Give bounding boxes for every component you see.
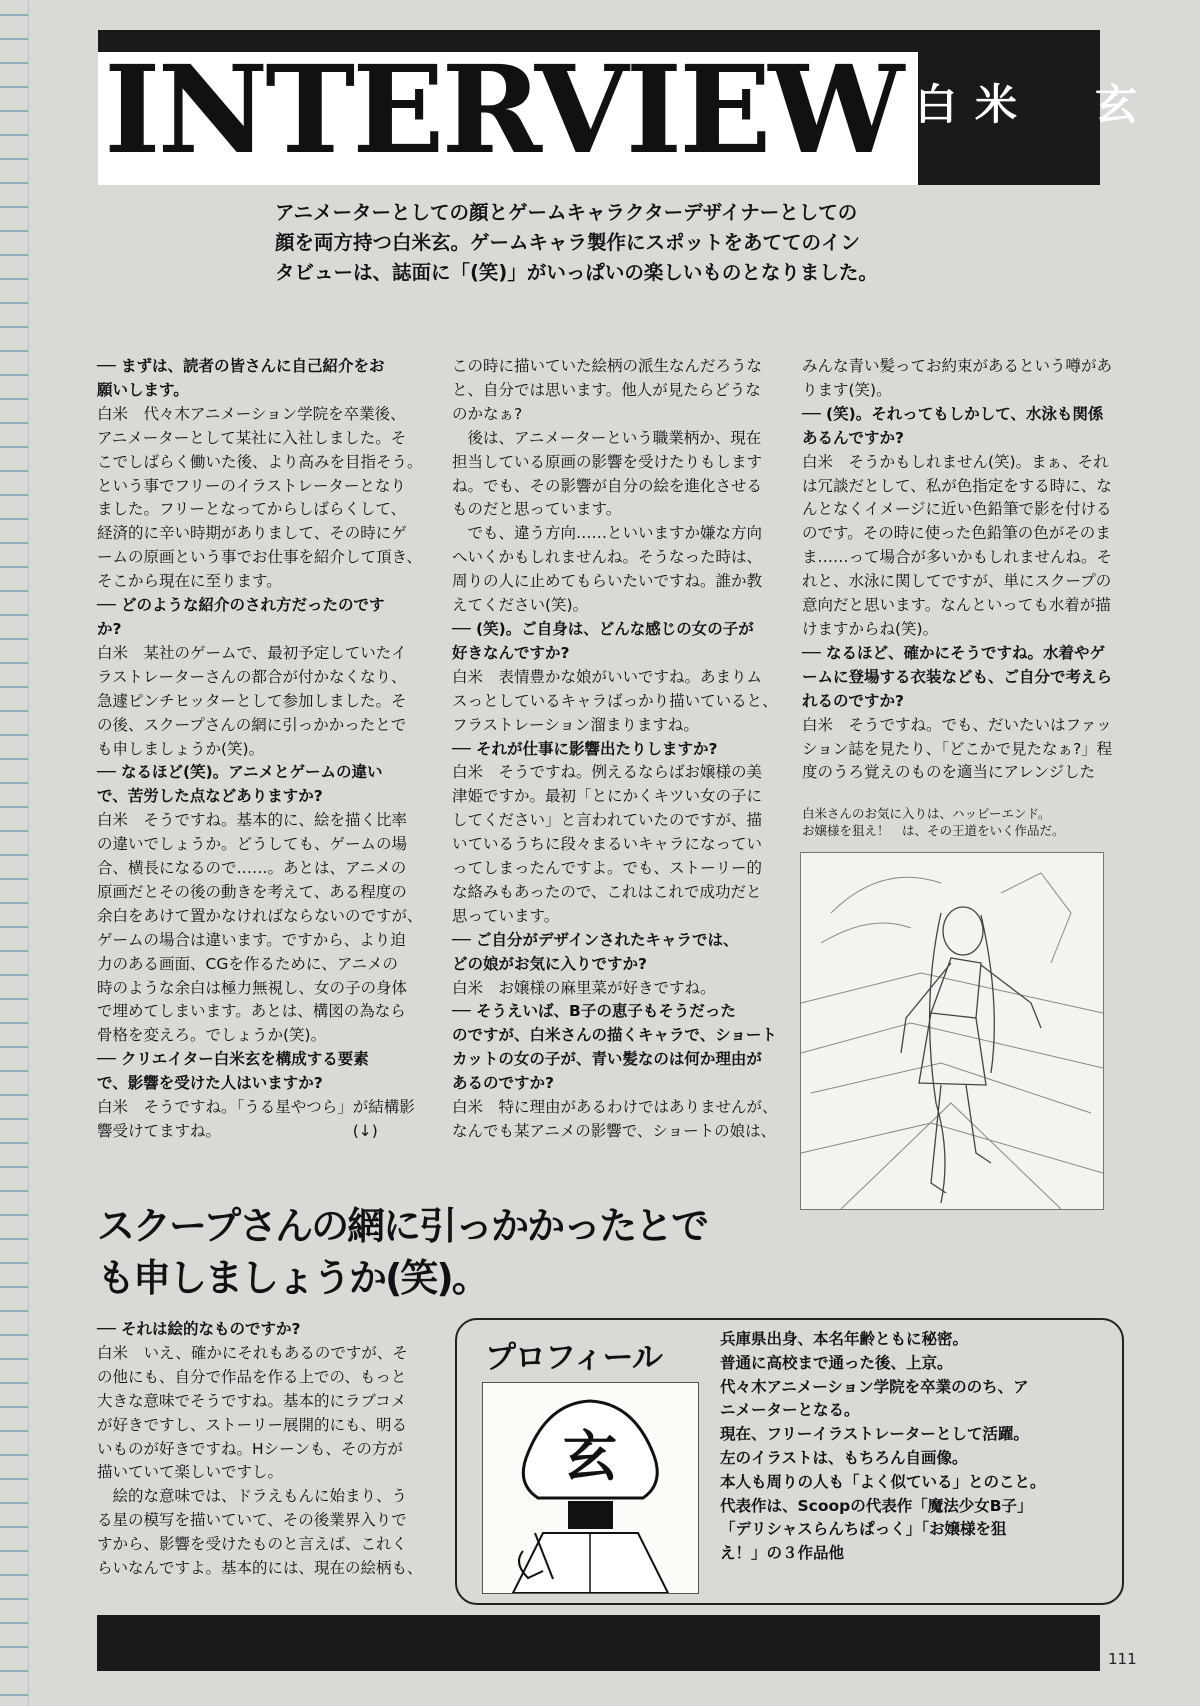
answer-line: 時のような余白は極力無視し、女の子の身体: [97, 978, 408, 997]
page-number: 111: [1108, 1650, 1137, 1668]
answer-line: 白米 そうかもしれません(笑)。まぁ、それ: [802, 452, 1109, 471]
interviewer-question-line: ── ご自分がデザインされたキャラでは、: [452, 930, 739, 949]
answer-line: 津姫ですか。最初「とにかくキツい女の子に: [452, 787, 763, 806]
profile-title: プロフィール: [485, 1340, 662, 1376]
answer-line: アニメーターとして某社に入社しました。そ: [97, 428, 407, 447]
interviewer-question-line: ── それは絵的なものですか?: [97, 1320, 301, 1338]
avatar-character: 玄: [563, 1425, 617, 1488]
self-portrait: [482, 1382, 699, 1594]
answer-line: ました。フリーとなってからしばらくして、: [97, 500, 407, 519]
answer-line: の後、スクープさんの網に引っかかったとで: [97, 715, 407, 734]
answer-line: る星の模写を描いていて、その後業界入りで: [97, 1511, 407, 1530]
answer-line: で埋めてしまいます。あとは、構図の為なら: [97, 1002, 406, 1021]
profile-box: [455, 1318, 1124, 1605]
answer-line: 後は、アニメーターという職業柄か、現在: [452, 428, 762, 447]
interviewer-question-line: ── (笑)。ご自身は、どんな感じの女の子が: [452, 619, 754, 638]
answer-line: 大きな意味でそうですね。基本的にラブコメ: [97, 1391, 407, 1410]
answer-line: 意向だと思います。なんといっても水着が描: [802, 596, 1111, 615]
pull-quote: [97, 1200, 797, 1304]
answer-line: ラストレーターさんの都合が付かなくなり、: [97, 667, 407, 686]
answer-line: 描いていて楽しいですし。: [97, 1463, 284, 1482]
profile-line: 本人も周りの人も「よく似ている」とのこと。: [720, 1472, 1046, 1491]
interviewer-question-line: ── それが仕事に影響出たりしますか?: [452, 739, 718, 758]
answer-line: 経済的に辛い時期がありまして、その時にゲ: [97, 524, 407, 543]
profile-line: 左のイラストは、もちろん自画像。: [720, 1448, 968, 1467]
interviewer-question-line: ── まずは、読者の皆さんに自己紹介をお: [97, 357, 385, 375]
article-column-2: [452, 355, 782, 1144]
lead-line: タビューは、誌面に「(笑)」がいっぱいの楽しいものとなりました。: [275, 261, 878, 284]
answer-line: 担当している原画の影響を受けたりもします: [452, 452, 763, 471]
answer-line: ね。でも、その影響が自分の絵を進化させる: [452, 476, 763, 495]
answer-line: えてください(笑)。: [452, 596, 589, 615]
answer-line: ション誌を見たり、「どこかで見たなぁ?」程: [802, 739, 1113, 758]
answer-line: そこから現在に至ります。: [97, 572, 282, 591]
profile-line: 「デリシャスらんちぱっく」「お嬢様を狙: [720, 1520, 1007, 1539]
answer-line: いているうちに段々まるいキャラになってい: [452, 835, 763, 854]
answer-line: が好きですし、ストーリー展開的にも、明る: [97, 1415, 408, 1434]
answer-line: 白米 特に理由があるわけではありませんが、: [452, 1098, 778, 1117]
answer-line: という事でフリーのイラストレーターとなり: [97, 476, 406, 495]
answer-line: 骨格を変えろ。でしょうか(笑)。: [97, 1026, 327, 1045]
interviewer-question-line: ── (笑)。それってもしかして、水泳も関係: [802, 404, 1104, 423]
answer-line: ームの原画という事でお仕事を紹介して頂き、: [97, 548, 422, 567]
answer-line: 響受けてますね。 (↓): [97, 1122, 378, 1140]
pull-quote-line: スクープさんの網に引っかかったとで: [97, 1204, 708, 1248]
interviewer-question-line: ── クリエイター白米玄を構成する要素: [97, 1050, 369, 1069]
lead-line: アニメーターとしての顔とゲームキャラクターデザイナーとしての: [275, 201, 858, 224]
answer-line: ま……って場合が多いかもしれませんね。そ: [802, 548, 1113, 567]
answer-line: 白米 そうですね。でも、だいたいはファッ: [802, 715, 1112, 734]
illustration-sketch: [801, 853, 1103, 1209]
answer-line: 度のうろ覚えのものを適当にアレンジした: [802, 763, 1096, 782]
answer-line: 白米 そうですね。例えるならばお嬢様の美: [452, 763, 763, 782]
illustration-caption: [802, 805, 1102, 839]
binding-edge: [0, 0, 29, 1706]
interviewer-question-line: のですが、白米さんの描くキャラで、ショート: [452, 1026, 777, 1045]
answer-line: けますからね(笑)。: [802, 619, 939, 638]
profile-line: え！」の３作品他: [720, 1544, 845, 1563]
answer-line: スっとしているキャラばっかり描いていると、: [452, 691, 778, 710]
answer-line: 原画だとその後の動きを考えて、ある程度の: [97, 882, 407, 901]
interviewer-question-line: あるのですか?: [452, 1074, 554, 1093]
interviewer-question-line: ── そうえいば、B子の恵子もそうだった: [452, 1002, 736, 1021]
answer-line: 白米 お嬢様の麻里菜が好きですね。: [452, 978, 716, 997]
answer-line: でも、違う方向……といいますか嫌な方向: [452, 524, 763, 543]
interviewer-question-line: 願いします。: [97, 380, 189, 399]
answer-line: 思っています。: [452, 906, 560, 925]
interviewer-question-line: ームに登場する衣装なども、ご自分で考えら: [802, 667, 1113, 686]
answer-line: 余白をあけて置かなければならないのですが、: [97, 906, 423, 925]
answer-line: ってしまったんですよ。でも、ストーリー的: [452, 859, 763, 878]
interviewer-question-line: か?: [97, 619, 122, 638]
answer-line: 白米 そうですね。基本的に、絵を描く比率: [97, 811, 408, 830]
interviewer-question-line: ── どのような紹介のされ方だったのです: [97, 596, 385, 615]
caption-line: 白米さんのお気に入りは、ハッピーエンド。: [802, 806, 1051, 821]
interviewer-question-line: 好きなんですか?: [452, 643, 570, 662]
pull-quote-line: も申しましょうか(笑)。: [97, 1256, 488, 1300]
answer-line: の違いでしょうか。どうしても、ゲームの場: [97, 835, 408, 854]
article-column-3: [802, 355, 1113, 785]
answer-line: んとなくイメージに近い色鉛筆で影を付ける: [802, 500, 1112, 519]
answer-line: な絡みもあったので、これはこれで成功だと: [452, 882, 762, 901]
answer-line: 周りの人に止めてもらいたいですね。誰か教: [452, 572, 763, 591]
interviewer-question-line: ── なるほど、確かにそうですね。水着やゲ: [802, 643, 1106, 662]
profile-line: 普通に高校まで通った後、上京。: [720, 1353, 953, 1372]
answer-line: の他にも、自分で作品を作る上での、もっと: [97, 1367, 407, 1386]
lead-paragraph: [275, 198, 935, 288]
answer-line: 絵的な意味では、ドラえもんに始まり、う: [97, 1487, 408, 1506]
answer-line: してください」と言われていたのですが、描: [452, 811, 763, 830]
caption-line: お嬢様を狙え！ は、その王道をいく作品だ。: [802, 823, 1065, 838]
interviewee-name: 白米 玄: [915, 80, 1156, 129]
profile-line: 現在、フリーイラストレーターとして活躍。: [720, 1425, 1029, 1444]
interviewer-question-line: で、苦労した点などありますか?: [97, 787, 323, 806]
answer-line: なんでも某アニメの影響で、ショートの娘は、: [452, 1122, 777, 1140]
footer-bar: [97, 1615, 1100, 1671]
answer-line: のかなぁ?: [452, 404, 523, 423]
answer-line: この時に描いていた絵柄の派生なんだろうな: [452, 357, 763, 375]
answer-line: へいくかもしれませんね。そうなった時は、: [452, 548, 763, 567]
profile-line: 兵庫県出身、本名年齢ともに秘密。: [720, 1330, 969, 1348]
profile-line: ニメーターとなる。: [720, 1401, 860, 1420]
answer-line: ります(笑)。: [802, 380, 892, 399]
page-title: INTERVIEW: [104, 38, 902, 181]
answer-line: 白米 そうですね。「うる星やつら」が結構影: [97, 1098, 415, 1117]
answer-line: のです。その時に使った色鉛筆の色がそのま: [802, 524, 1111, 543]
rice-ball-avatar-drawing: [483, 1383, 698, 1593]
answer-line: 白米 表情豊かな娘がいいですね。あまりム: [452, 667, 763, 686]
answer-line: すから、影響を受けたものと言えば、これく: [97, 1535, 408, 1554]
interviewer-question-line: で、影響を受けた人はいますか?: [97, 1074, 323, 1093]
answer-line: いものが好きですね。Hシーンも、その方が: [97, 1439, 403, 1458]
answer-line: は冗談だとして、私が色指定をする時に、な: [802, 476, 1112, 495]
character-illustration: [800, 852, 1104, 1210]
answer-line: こでしばらく働いた後、より高みを目指そう。: [97, 452, 423, 471]
interviewer-question-line: カットの女の子が、青い髪なのは何か理由が: [452, 1050, 762, 1069]
answer-line: と、自分では思います。他人が見たらどうな: [452, 380, 761, 399]
answer-line: 白米 代々木アニメーション学院を卒業後、: [97, 404, 406, 423]
answer-line: ものだと思っています。: [452, 500, 622, 519]
answer-line: れと、水泳に関してですが、単にスクープの: [802, 572, 1112, 591]
answer-line: 急遽ピンチヒッターとして参加しました。そ: [97, 691, 407, 710]
answer-line: ゲームの場合は違います。ですから、より迫: [97, 930, 406, 949]
answer-line: らいなんですよ。基本的には、現在の絵柄も、: [97, 1559, 423, 1578]
interviewer-question-line: あるんですか?: [802, 428, 904, 447]
answer-line: みんな青い髪ってお約束があるという噂があ: [802, 357, 1113, 375]
interviewer-question-line: ── なるほど(笑)。アニメとゲームの違い: [97, 763, 383, 782]
answer-line: フラストレーション溜まりますね。: [452, 715, 699, 734]
profile-details: [720, 1328, 1115, 1566]
interviewer-question-line: どの娘がお気に入りですか?: [452, 954, 647, 973]
answer-line: も申しましょうか(笑)。: [97, 739, 265, 758]
answer-line: 白米 某社のゲームで、最初予定していたイ: [97, 643, 407, 662]
answer-line: 合、横長になるので……。あとは、アニメの: [97, 859, 407, 878]
answer-line: 力のある画面、CGを作るために、アニメの: [97, 954, 399, 973]
lead-line: 顔を両方持つ白米玄。ゲームキャラ製作にスポットをあててのイン: [275, 231, 861, 254]
interviewer-question-line: れるのですか?: [802, 691, 904, 710]
answer-line: 白米 いえ、確かにそれもあるのですが、そ: [97, 1343, 408, 1362]
article-column-4: [97, 1318, 437, 1581]
profile-line: 代表作は、Scoopの代表作「魔法少女B子」: [720, 1496, 1033, 1515]
profile-line: 代々木アニメーション学院を卒業ののち、ア: [720, 1377, 1029, 1396]
article-column-1: [97, 355, 432, 1144]
